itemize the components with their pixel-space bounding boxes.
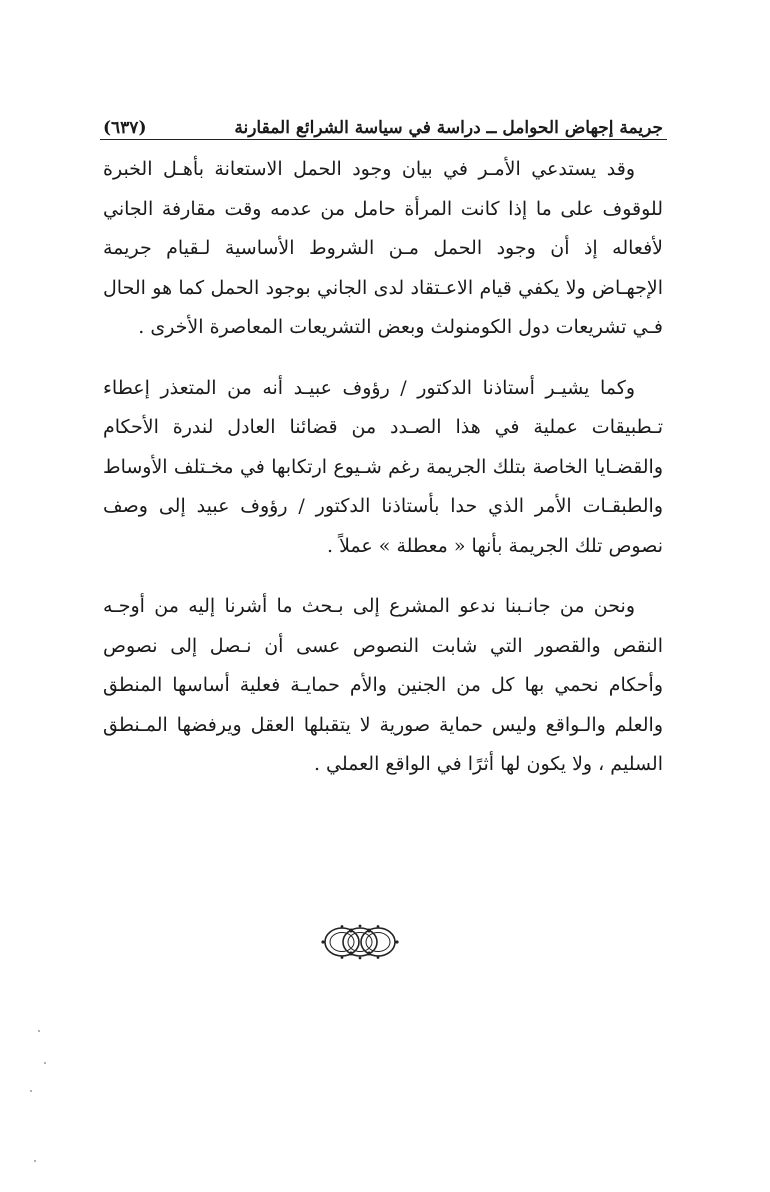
- header-rule: [100, 139, 667, 140]
- scan-speck: [30, 1090, 32, 1092]
- scan-speck: [44, 1062, 46, 1064]
- paragraph-2: وكما يشيـر أستاذنا الدكتور / رؤوف عبيـد أنه من المتعذر إعطاء تـطبيقات عملية في هذا الصـدد من قضائنا العادل لندرة الأحكام والقضـايا الخاصة بتلك الجريمة رغم شـيوع ارتكابها في مخـتلف الأوساط والطبقـات الأمر الذي حدا بأستاذنا الدكتور / رؤوف عبيد إلى وصف نصوص تلك الجريمة بأنها « معطلة » عملاً .: [103, 376, 663, 557]
- header-title: جريمة إجهاض الحوامل ــ دراسة في سياسة الشرائع المقارنة: [234, 118, 663, 138]
- chain-ornament-icon: [318, 918, 402, 966]
- running-header: [103, 108, 663, 138]
- scan-speck: [38, 1030, 40, 1032]
- body-text: [103, 150, 663, 806]
- paragraph-3: ونحن من جانـبنا ندعو المشرع إلى بـحث ما أشرنا إليه من أوجـه النقص والقصور التي شابت النصوص عسى أن نـصل إلى نصوص وأحكام نحمي بها كل من الجنين والأم حمايـة فعلية أساسها المنطق والعلم والـواقع وليس حماية صورية لا يتقبلها العقل ويرفضها المـنطق السليم ، ولا يكون لها أثرًا في الواقع العملي .: [103, 595, 663, 775]
- scan-speck: [34, 1160, 36, 1162]
- paragraph-1: وقد يستدعي الأمـر في بيان وجود الحمل الاستعانة بأهـل الخبرة للوقوف على ما إذا كانت المرأة حامل من عدمه وقت مقارفة الجاني لأفعاله إذ أن وجود الحمل مـن الشروط الأساسية لـقيام جريمة الإجهـاض ولا يكفي قيام الاعـتقاد لدى الجاني بوجود الحمل كما هو الحال فـي تشريعات دول الكومنولث وبعض التشريعات المعاصرة الأخرى .: [103, 158, 663, 338]
- page-number: (٦٣٧): [103, 118, 147, 138]
